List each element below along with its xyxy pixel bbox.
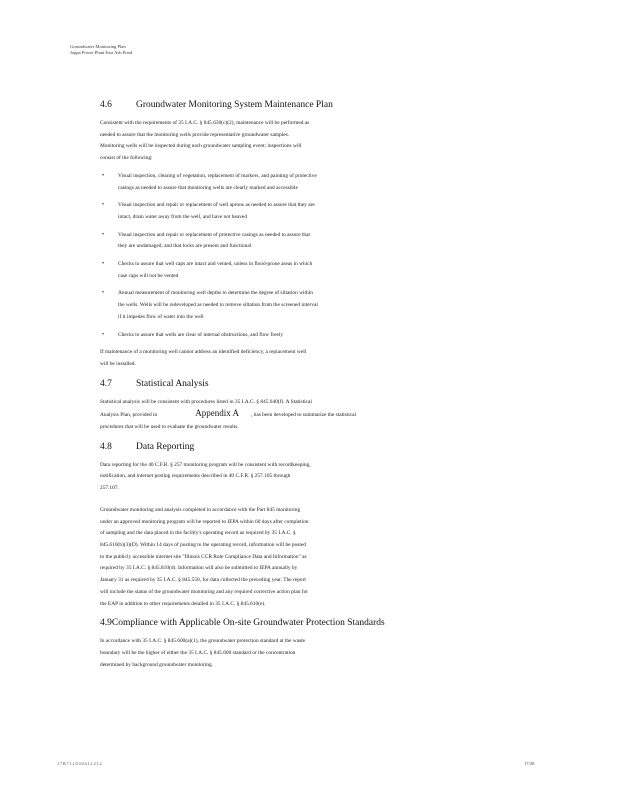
paragraph-line: will be installed. (100, 360, 136, 367)
section-heading (100, 98, 375, 112)
list-item: • Visual inspection and repair or replacement of well aprons as needed to assure that they are intact, drain water away from the well, and have not heaved (102, 202, 315, 220)
paragraph-line: January 31 as required by 35 I.A.C. § 845.550, for data collected the preceding year. The report (100, 577, 306, 584)
paragraph-line: 845.610(b)(3)(D). Within 14 days of posting to the operating record, information will be posted (100, 541, 306, 548)
paragraph-line: Consistent with the requirements of 35 I.A.C. § 845.630(c)(2), maintenance will be performed as (100, 120, 310, 126)
section-4-8 (100, 440, 375, 610)
paragraph-line: boundary will be the higher of either the 35 I.A.C. § 845.600 standard or the concentration (100, 649, 296, 656)
bullet-icon: • (102, 231, 105, 238)
section-number: 4.8 (100, 441, 112, 452)
header-line-2: Joppa Power Plant East Ash Pond (70, 50, 133, 55)
section-4-7 (100, 377, 375, 434)
paragraph-line: Monitoring wells will be inspected during each groundwater sampling event; inspections will (100, 143, 302, 150)
bullet-icon: • (102, 202, 105, 209)
paragraph-line: Data reporting for the 40 C.F.R. § 257 monitoring program will be consistent with recordkeeping, (100, 461, 311, 468)
paragraph-line: under an approved monitoring program will be reported to IEPA within 60 days after completion (100, 518, 309, 525)
list-item: • Annual measurement of monitoring well depths to determine the degree of siltation within the wells. Wells will be redeveloped as needed to remove siltation from the screened interval if it impedes flow of water into the well (102, 290, 318, 320)
paragraph-line: determined by background groundwater monitoring. (100, 661, 214, 668)
paragraph-line: consist of the following: (100, 155, 153, 162)
section-title: Groundwater Monitoring System Maintenance Plan (136, 100, 333, 110)
section-title: Data Reporting (136, 441, 195, 452)
section-4-9 (100, 616, 385, 671)
list-item: • Visual inspection and repair or replacement of protective casings as needed to assure that they are undamaged, and that locks are present and functional (102, 231, 311, 250)
section-number: 4.6 (100, 100, 112, 110)
paragraph-line: to the publicly accessible internet site "Illinois CCR Rule Compliance Data and Information" as (100, 553, 307, 560)
paragraph-line: required by 35 I.A.C. § 845.810(d). Information will also be submitted to IEPA annually by (100, 565, 298, 572)
running-header (70, 44, 132, 56)
paragraph-line: Analysis Plan, provided in Appendix A , has been developed to summarize the statistical (100, 408, 357, 419)
section-heading (100, 377, 375, 391)
section-title: Compliance with Applicable On-site Groundwater Protection Standards (111, 618, 385, 629)
section-heading (100, 616, 385, 630)
footer-document-id: 1.7.B.7.1,1.0.3.0.4.1.1.2.1.2 (57, 761, 102, 766)
paragraph-line: If maintenance of a monitoring well cannot address an identified deficiency, a replacement well (100, 349, 307, 356)
list-item: • Visual inspection, clearing of vegetation, replacement of markers, and painting of protective casings as needed to assure that monitoring wells are clearly marked and accessible (102, 172, 317, 191)
paragraph-line: procedures that will be used to evaluate the groundwater results. (100, 424, 239, 431)
paragraph-line: Statistical analysis will be consistent with procedures listed in 35 I.A.C. § 845.640(f). A Statistical (100, 398, 312, 405)
paragraph-line: 257.107. (100, 485, 119, 492)
paragraph-line: will include the status of the groundwater monitoring and any required corrective action plan for (100, 588, 309, 595)
section-number: 4.7 (100, 378, 112, 389)
paragraph-line: notification, and internet posting requirements described in 40 C.F.R. § 257.105 through (100, 473, 291, 480)
section-heading (100, 440, 375, 454)
paragraph-line: needed to assure that the monitoring wells provide representative groundwater samples. (100, 131, 290, 138)
paragraph-line: the EAP in addition to other requirements detailed in 35 I.A.C. § 845.610(e). (100, 600, 266, 607)
list-item: • Checks to assure that wells are clear of internal obstructions, and flow freely (100, 330, 375, 342)
section-4-6 (100, 98, 375, 371)
bullet-icon: • (102, 331, 105, 338)
inspection-list (100, 171, 375, 341)
bullet-icon: • (102, 261, 105, 268)
section-number: 4.9 (100, 618, 112, 629)
appendix-reference: Appendix A (195, 408, 239, 419)
paragraph-line: of sampling and the data placed in the facility's operating record as required by 35 I.A.C. § (100, 530, 296, 537)
page-number: 17/28 (524, 761, 535, 766)
document-body (100, 98, 385, 671)
list-item: • Checks to assure that well caps are intact and vented, unless in flood-prone areas in which case caps will not be vented (102, 261, 313, 279)
paragraph-line: In accordance with 35 I.A.C. § 845.600(a)(1), the groundwater protection standard at the waste (100, 638, 306, 645)
bullet-icon: • (102, 290, 105, 297)
bullet-icon: • (102, 172, 105, 179)
header-line-1: Groundwater Monitoring Plan (70, 44, 126, 49)
paragraph-line: Groundwater monitoring and analysis completed in accordance with the Part 845 monitoring (100, 506, 301, 513)
section-title: Statistical Analysis (136, 378, 209, 389)
